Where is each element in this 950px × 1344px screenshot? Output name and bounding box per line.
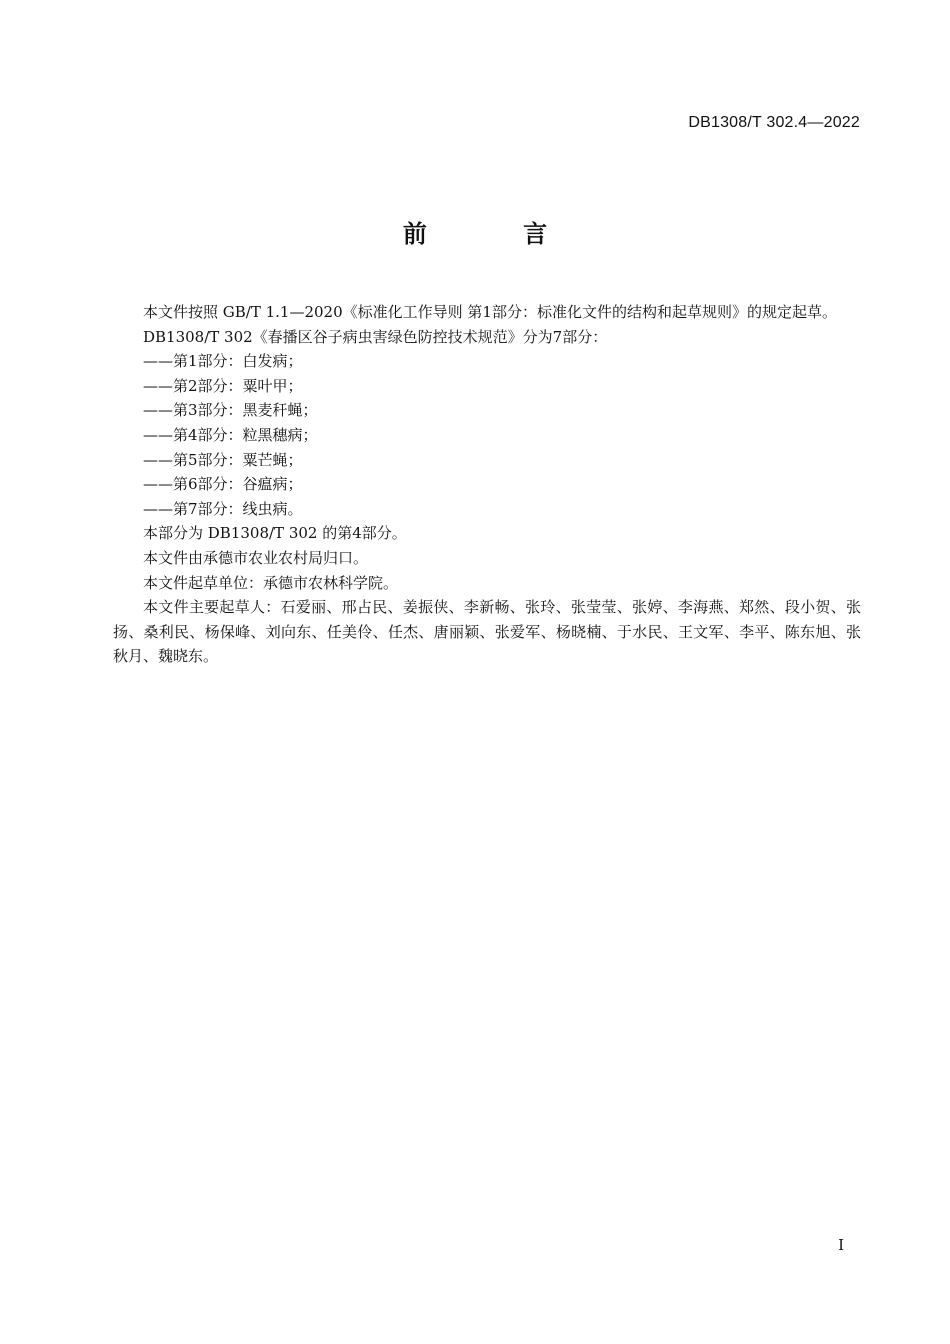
document-number: DB1308/T 302.4—2022 (688, 114, 860, 131)
list-item: ——第2部分：粟叶甲； (143, 376, 303, 395)
list-item: ——第7部分：线虫病。 (143, 499, 303, 518)
part-statement: 本部分为 DB1308/T 302 的第4部分。 (143, 524, 407, 543)
page-number: I (838, 1236, 844, 1254)
page-title: 前 言 (402, 220, 592, 248)
authority-statement: 本文件由承德市农业农村局归口。 (143, 548, 369, 567)
drafting-unit-statement: 本文件起草单位：承德市农林科学院。 (143, 573, 399, 592)
list-item: ——第4部分：粒黑穗病； (143, 425, 318, 444)
foreword-body (113, 300, 861, 669)
list-item: ——第3部分：黑麦秆蝇； (143, 401, 318, 420)
list-item: ——第1部分：白发病； (143, 352, 303, 371)
intro-paragraph-1: 本文件按照 GB/T 1.1—2020《标准化工作导则 第1部分：标准化文件的结构和起草规则》的规定起草。 (143, 303, 837, 321)
list-item: ——第5部分：粟芒蝇； (143, 450, 303, 469)
list-item: ——第6部分：谷瘟病； (143, 475, 303, 494)
drafters-statement: 本文件主要起草人：石爱丽、邢占民、姜振侠、李新畅、张玲、张莹莹、张婷、李海燕、郑然、段小贺、张扬、桑利民、杨保峰、刘向东、任美伶、任杰、唐丽颖、张爱军、杨晓楠、于水民、王文军、李平、陈东旭、张秋月、魏晓东。 (113, 598, 861, 666)
intro-paragraph-2: DB1308/T 302《春播区谷子病虫害绿色防控技术规范》分为7部分： (143, 327, 608, 346)
